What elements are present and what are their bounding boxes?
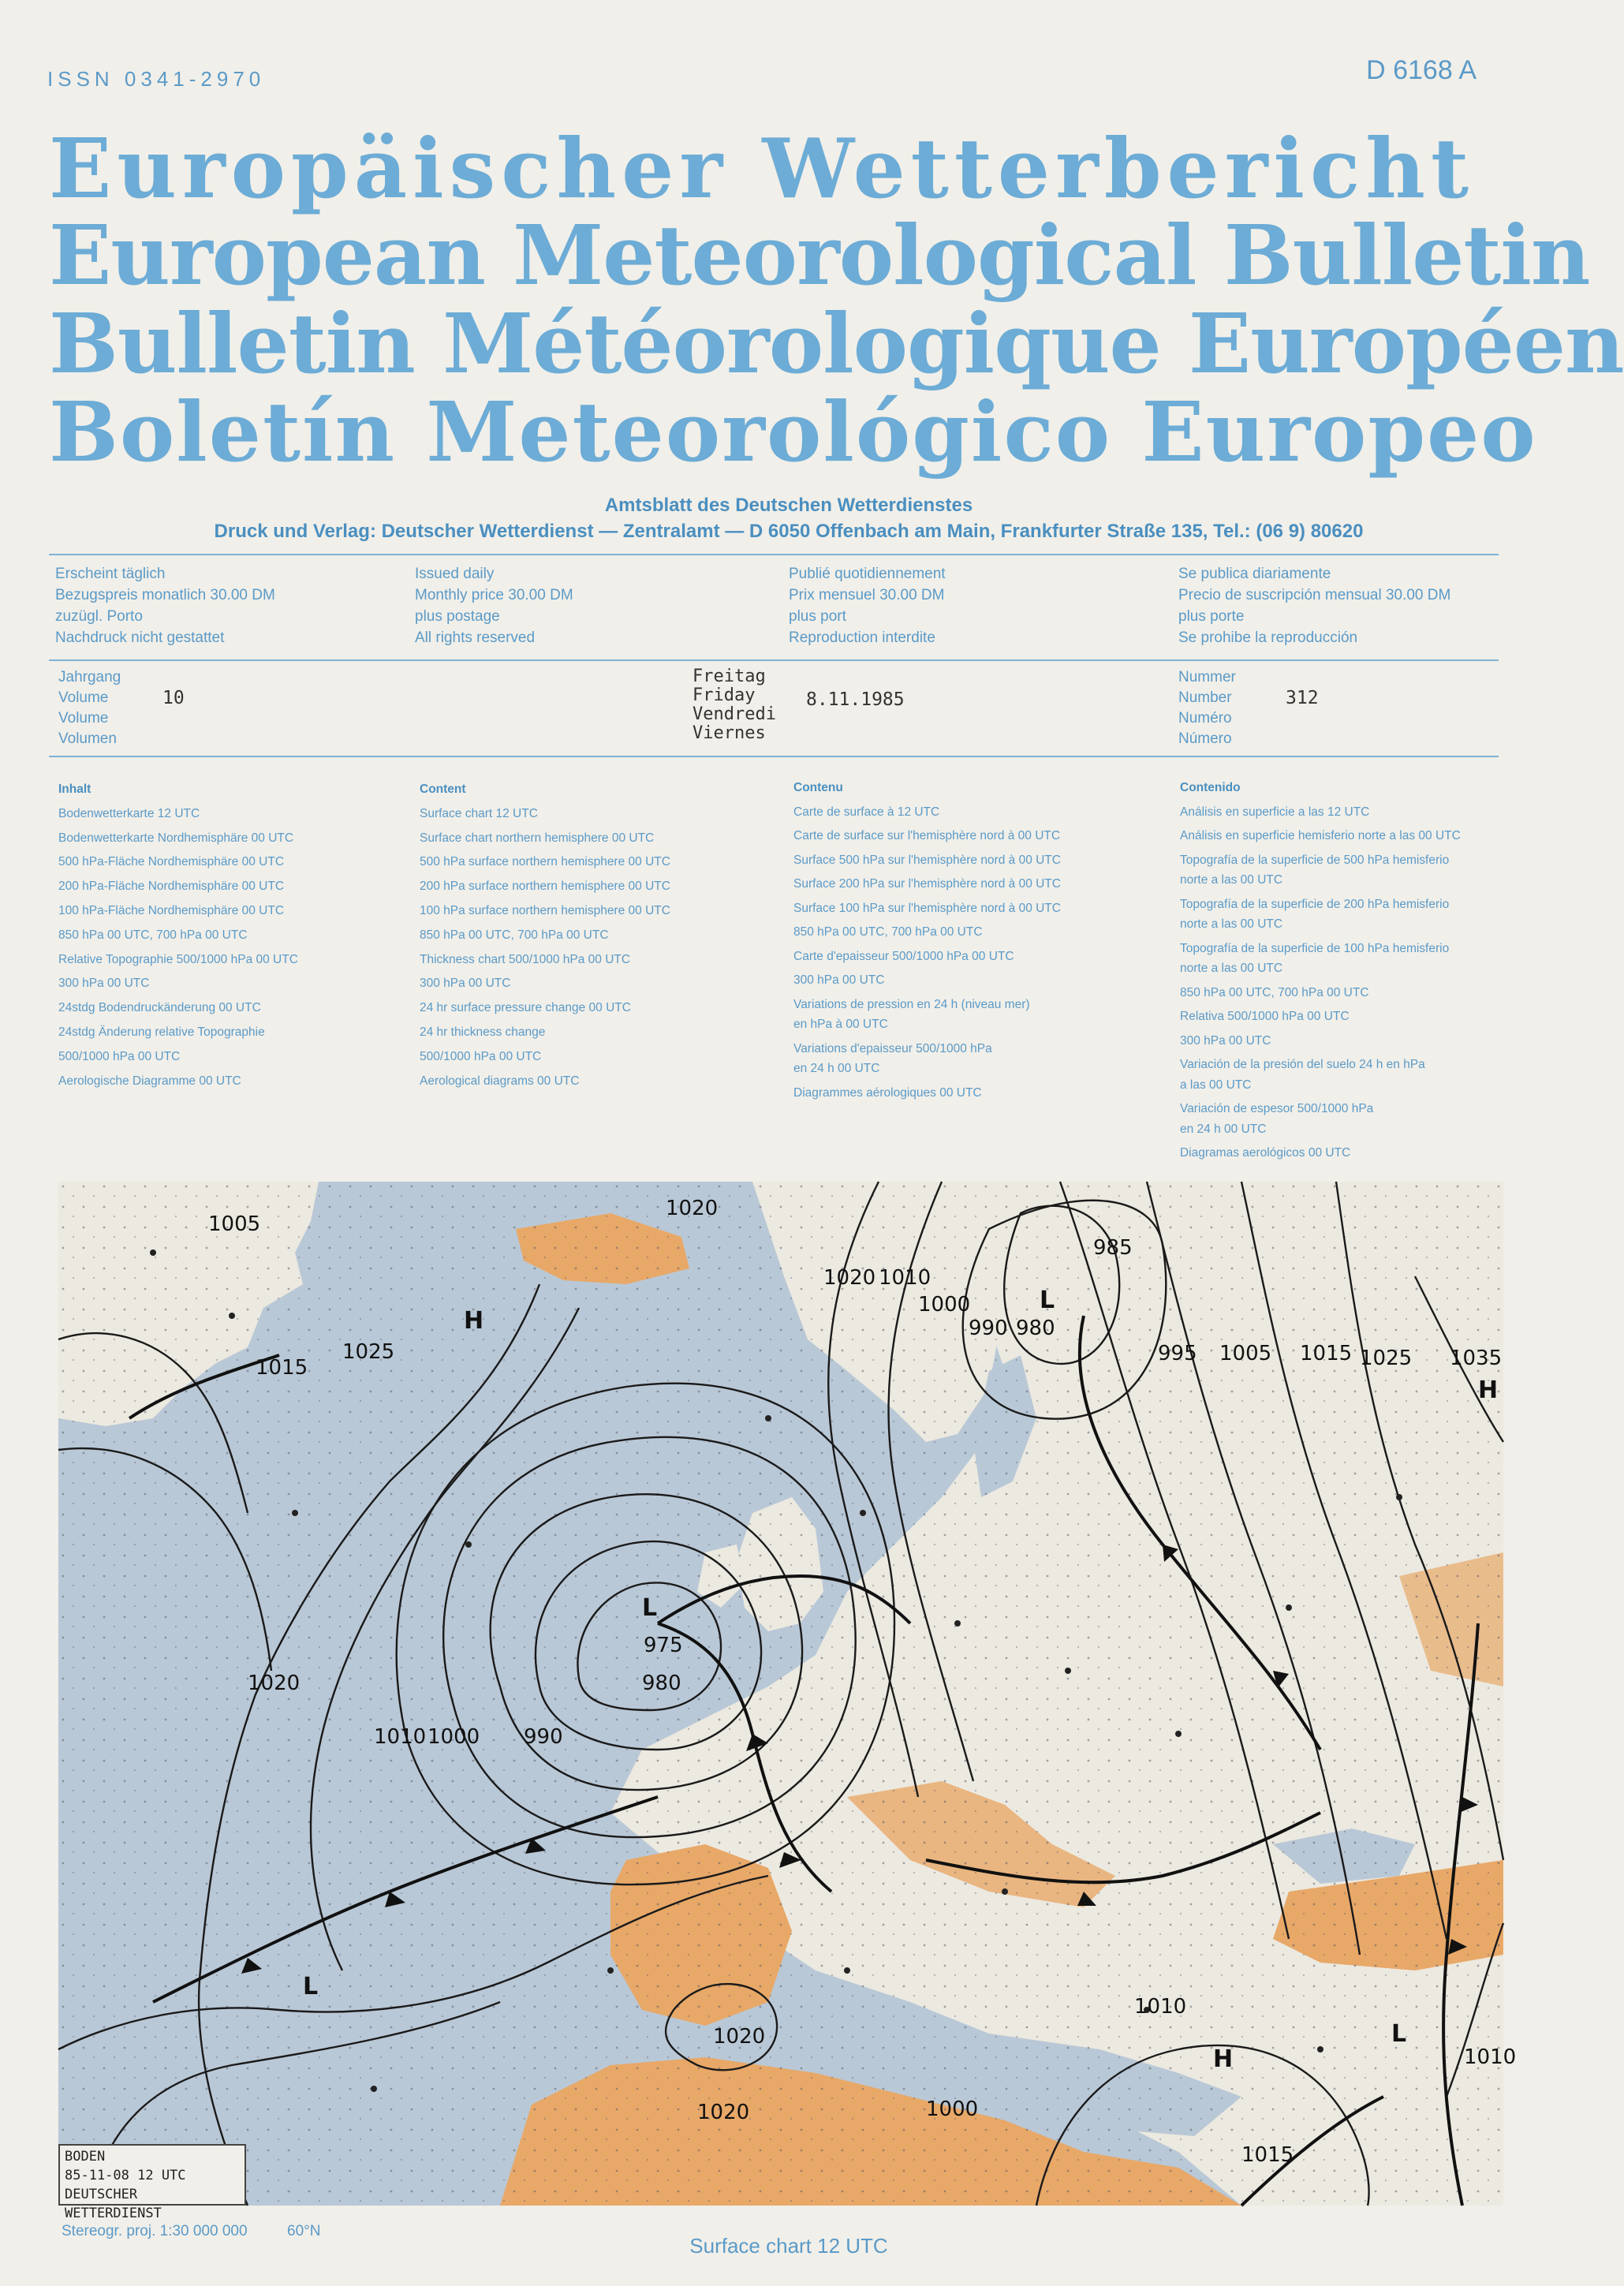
pricing-line: Erscheint täglich — [55, 566, 166, 582]
title-spanish: Boletín Meteorológico Europeo — [49, 383, 1537, 480]
divider — [49, 554, 1499, 555]
isobar-label: 1020 — [697, 2101, 750, 2124]
isobar-label: 1025 — [342, 1340, 395, 1364]
contents-item: Carte de surface sur l'hemisphère nord à 00 UTC — [793, 829, 1061, 842]
isobar-label: 1020 — [666, 1197, 719, 1220]
issue-date: 8.11.1985 — [806, 689, 905, 710]
pricing-line: plus postage — [415, 608, 500, 625]
contents-item: 850 hPa 00 UTC, 700 hPa 00 UTC — [58, 928, 248, 942]
isobar-label: 990 — [969, 1317, 1008, 1340]
isobar-label: 1005 — [1219, 1342, 1272, 1365]
isobar-label: 995 — [1158, 1342, 1197, 1365]
contents-heading: Contenido — [1180, 781, 1241, 794]
pricing-line: Se prohibe la reproducción — [1178, 629, 1358, 646]
number-labels — [1178, 667, 1236, 749]
contents-item: 24 hr thickness change — [420, 1025, 546, 1039]
contents-item: en hPa à 00 UTC — [793, 1018, 888, 1031]
contents-item: Variations d'epaisseur 500/1000 hPa — [793, 1041, 992, 1055]
legend-line: DEUTSCHER WETTERDIENST — [65, 2187, 162, 2221]
pricing-line: Bezugspreis monatlich 30.00 DM — [55, 587, 275, 603]
contents-item: norte a las 00 UTC — [1180, 917, 1283, 931]
station-mark — [954, 1620, 961, 1627]
contents-item: Aerologische Diagramme 00 UTC — [58, 1074, 241, 1088]
day-label: Friday — [693, 685, 756, 705]
map-graphic — [58, 1182, 1517, 2206]
isobar-label: 980 — [642, 1672, 681, 1695]
station-mark — [1286, 1604, 1292, 1611]
volume-label: Volumen — [58, 730, 117, 747]
volume-value: 10 — [162, 688, 185, 708]
volume-label: Jahrgang — [58, 669, 121, 685]
contents-item: 100 hPa surface northern hemisphere 00 UTC — [420, 903, 670, 917]
legend-line: 85-11-08 12 UTC — [65, 2168, 186, 2183]
isobar-label: 1035 — [1450, 1347, 1503, 1370]
pricing-english — [415, 563, 573, 648]
contents-item: Topografía de la superficie de 200 hPa hemisferio — [1180, 897, 1450, 911]
contents-item: 500/1000 hPa 00 UTC — [58, 1049, 181, 1063]
pricing-french — [789, 563, 946, 648]
pricing-line: Se publica diariamente — [1178, 566, 1331, 582]
station-mark — [371, 2086, 377, 2092]
isobar-label: 985 — [1093, 1236, 1133, 1260]
contents-item: Análisis en superficie hemisferio norte a las 00 UTC — [1180, 829, 1461, 842]
contents-item: Topografía de la superficie de 100 hPa hemisferio — [1180, 941, 1450, 955]
low-center-label: L — [642, 1594, 658, 1622]
contents-item: 200 hPa surface northern hemisphere 00 UTC — [420, 880, 670, 894]
contents-item: Thickness chart 500/1000 hPa 00 UTC — [420, 952, 631, 966]
isobar-label: 1020 — [823, 1266, 876, 1290]
contents-item: 24 hr surface pressure change 00 UTC — [420, 1001, 631, 1015]
contents-item: Surface 100 hPa sur l'hemisphère nord à 00 UTC — [793, 901, 1061, 915]
isobar-label: 1010 — [1134, 1995, 1187, 2019]
contents-item: Relativa 500/1000 hPa 00 UTC — [1180, 1010, 1350, 1023]
volume-label: Volume — [58, 710, 109, 727]
contents-item: Carte d'epaisseur 500/1000 hPa 00 UTC — [793, 949, 1014, 963]
contents-item: Análisis en superficie a las 12 UTC — [1180, 805, 1370, 819]
contents-item: en 24 h 00 UTC — [1180, 1122, 1267, 1136]
isobar-label: 1020 — [248, 1672, 301, 1695]
contents-item: Variations de pression en 24 h (niveau mer) — [793, 997, 1030, 1011]
number-label: Number — [1178, 689, 1232, 706]
contents-item: Relative Topographie 500/1000 hPa 00 UTC — [58, 952, 298, 966]
map-projection: Stereogr. proj. 1:30 000 000 — [62, 2223, 248, 2239]
isobar-label: 1015 — [1300, 1342, 1353, 1365]
contents-item: Surface chart northern hemisphere 00 UTC — [420, 831, 655, 845]
isobar-label: 1025 — [1360, 1347, 1413, 1370]
contents-item: Surface chart 12 UTC — [420, 806, 538, 820]
postal-code: D 6168 A — [1366, 55, 1477, 85]
contents-english — [420, 778, 670, 1093]
contents-item: Bodenwetterkarte Nordhemisphäre 00 UTC — [58, 831, 294, 845]
contents-item: 850 hPa 00 UTC, 700 hPa 00 UTC — [793, 925, 983, 939]
isobar-label: 1000 — [926, 2097, 979, 2121]
isobar-label: 1015 — [256, 1356, 308, 1380]
contents-item: 100 hPa-Fläche Nordhemisphäre 00 UTC — [58, 903, 285, 917]
official-gazette-line: Amtsblatt des Deutschen Wetterdienstes — [604, 495, 973, 516]
map-latitude: 60°N — [287, 2223, 321, 2239]
contents-heading: Content — [420, 783, 466, 796]
day-labels — [693, 667, 776, 743]
contents-item: 24stdg Bodendruckänderung 00 UTC — [58, 1001, 261, 1015]
contents-item: Carte de surface à 12 UTC — [793, 805, 940, 819]
contents-item: norte a las 00 UTC — [1180, 962, 1283, 975]
contents-item: 850 hPa 00 UTC, 700 hPa 00 UTC — [420, 928, 609, 942]
station-mark — [860, 1510, 866, 1516]
pricing-line: Prix mensuel 30.00 DM — [789, 587, 945, 603]
isobar-label: 1000 — [427, 1725, 480, 1749]
isobar-label: 1020 — [713, 2025, 766, 2049]
pricing-line: Reproduction interdite — [789, 629, 935, 646]
title-french: Bulletin Météorologique Européen — [49, 295, 1624, 392]
contents-item: 500/1000 hPa 00 UTC — [420, 1049, 542, 1063]
pricing-german — [55, 563, 275, 648]
contents-item: Bodenwetterkarte 12 UTC — [58, 806, 200, 820]
contents-item: 300 hPa 00 UTC — [793, 973, 885, 987]
surface-weather-map — [58, 1182, 1517, 2206]
isobar-label: 1005 — [208, 1212, 261, 1236]
contents-item: Diagramas aerológicos 00 UTC — [1180, 1146, 1351, 1160]
contents-item: Surface 500 hPa sur l'hemisphère nord à 00 UTC — [793, 853, 1061, 867]
day-label: Viernes — [693, 723, 766, 743]
station-mark — [150, 1249, 156, 1256]
high-center-label: H — [1478, 1376, 1499, 1404]
pricing-spanish — [1178, 563, 1450, 648]
station-mark — [1002, 1888, 1008, 1895]
contents-item: 24stdg Änderung relative Topographie — [58, 1025, 265, 1039]
high-center-label: H — [1213, 2045, 1234, 2073]
low-center-label: L — [303, 1973, 319, 2000]
pricing-line: Precio de suscripción mensual 30.00 DM — [1178, 587, 1451, 603]
low-center-label: L — [1040, 1287, 1055, 1314]
contents-item: 200 hPa-Fläche Nordhemisphäre 00 UTC — [58, 880, 285, 894]
pricing-line: Nachdruck nicht gestattet — [55, 629, 225, 646]
isobar-label: 1015 — [1241, 2143, 1294, 2167]
isobar-label: 1010 — [879, 1266, 931, 1290]
legend-line: BODEN — [65, 2149, 106, 2165]
divider — [49, 659, 1499, 661]
contents-item: 500 hPa-Fläche Nordhemisphäre 00 UTC — [58, 855, 285, 869]
isobar-label: 1000 — [918, 1293, 971, 1317]
contents-spanish — [1180, 778, 1461, 1164]
contents-heading: Inhalt — [58, 783, 91, 796]
station-mark — [765, 1415, 771, 1421]
number-label: Numéro — [1178, 710, 1232, 727]
publisher-line: Druck und Verlag: Deutscher Wetterdienst — Zentralamt — D 6050 Offenbach am Main, Frankfurter Straße 135, Tel.: (06 9) 80620 — [214, 521, 1364, 542]
contents-item: 300 hPa 00 UTC — [420, 977, 511, 991]
map-legend-box — [58, 2144, 246, 2221]
pricing-line: plus port — [789, 608, 846, 625]
contents-item: 300 hPa 00 UTC — [1180, 1033, 1271, 1048]
issue-number: 312 — [1286, 688, 1319, 708]
pricing-line: Monthly price 30.00 DM — [415, 587, 573, 603]
station-mark — [465, 1541, 472, 1548]
contents-item: 850 hPa 00 UTC, 700 hPa 00 UTC — [1180, 985, 1369, 999]
volume-label: Volume — [58, 689, 109, 706]
isobar-label: 1010 — [1464, 2045, 1517, 2069]
isobar-label: 990 — [524, 1725, 563, 1749]
pricing-line: All rights reserved — [415, 629, 536, 646]
issn-number: ISSN 0341-2970 — [47, 67, 266, 91]
map-caption: Surface chart 12 UTC — [689, 2234, 888, 2258]
station-mark — [1396, 1494, 1402, 1500]
station-mark — [229, 1313, 235, 1319]
low-center-label: L — [1391, 2020, 1407, 2048]
contents-item: norte a las 00 UTC — [1180, 873, 1283, 887]
contents-heading: Contenu — [793, 781, 843, 794]
number-label: Número — [1178, 730, 1232, 747]
contents-item: Topografía de la superficie de 500 hPa hemisferio — [1180, 853, 1450, 867]
title-english: European Meteorological Bulletin — [49, 207, 1590, 304]
contents-item: Surface 200 hPa sur l'hemisphère nord à 00 UTC — [793, 877, 1061, 891]
contents-item: Variación de espesor 500/1000 hPa — [1180, 1102, 1374, 1115]
number-label: Nummer — [1178, 669, 1236, 685]
station-mark — [1317, 2046, 1323, 2053]
isobar-label: 1010 — [374, 1725, 427, 1749]
pricing-line: Publié quotidiennement — [789, 566, 946, 582]
divider — [49, 756, 1499, 757]
isobar-label: 975 — [644, 1634, 683, 1657]
station-mark — [844, 1967, 850, 1974]
contents-item: 500 hPa surface northern hemisphere 00 UTC — [420, 855, 670, 869]
day-label: Vendredi — [693, 704, 776, 724]
contents-item: 300 hPa 00 UTC — [58, 977, 150, 991]
title-german: Europäischer Wetterbericht — [49, 120, 1474, 217]
contents-item: Aerological diagrams 00 UTC — [420, 1074, 580, 1088]
contents-french — [793, 778, 1061, 1103]
station-mark — [1065, 1668, 1071, 1674]
pricing-line: Issued daily — [415, 566, 495, 582]
contents-item: en 24 h 00 UTC — [793, 1062, 880, 1075]
pricing-line: zuzügl. Porto — [55, 608, 143, 625]
contents-item: Diagrammes aérologiques 00 UTC — [793, 1085, 982, 1100]
contents-item: a las 00 UTC — [1180, 1078, 1252, 1092]
isobar-label: 980 — [1016, 1317, 1055, 1340]
pricing-line: plus porte — [1178, 608, 1245, 625]
day-label: Freitag — [693, 667, 766, 686]
high-center-label: H — [464, 1307, 484, 1335]
station-mark — [607, 1967, 614, 1974]
station-mark — [292, 1510, 298, 1516]
station-mark — [1175, 1731, 1182, 1737]
contents-german — [58, 778, 298, 1093]
volume-labels — [58, 667, 121, 749]
contents-item: Variación de la presión del suelo 24 h en hPa — [1180, 1058, 1425, 1071]
